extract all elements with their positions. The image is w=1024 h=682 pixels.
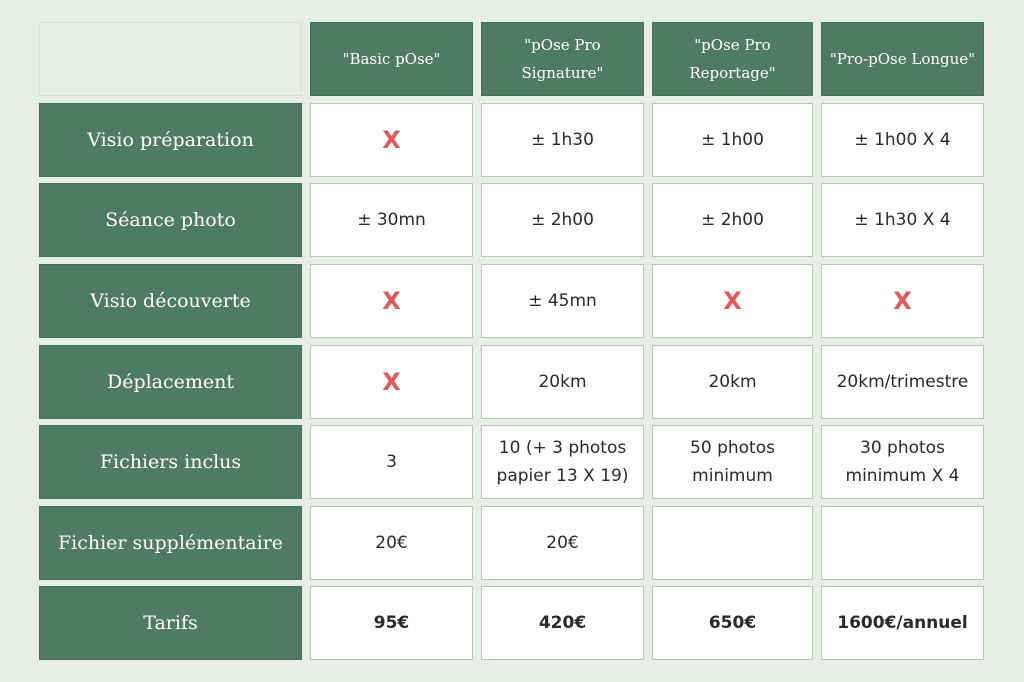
- row-label-visio-decouverte: Visio découverte: [39, 264, 302, 338]
- table-cell: 30 photos minimum X 4: [821, 425, 984, 499]
- table-cell: ± 1h30: [481, 103, 644, 177]
- column-header-pose-pro-signature: "pOse Pro Signature": [481, 22, 644, 96]
- table-cell-empty: [652, 506, 813, 580]
- cross-icon: X: [821, 264, 984, 338]
- row-label-visio-preparation: Visio préparation: [39, 103, 302, 177]
- price-cell: 1600€/annuel: [821, 586, 984, 660]
- row-label-seance-photo: Séance photo: [39, 183, 302, 257]
- table-cell: ± 30mn: [310, 183, 473, 257]
- table-cell: 50 photos minimum: [652, 425, 813, 499]
- table-cell: ± 45mn: [481, 264, 644, 338]
- table-cell: 10 (+ 3 photos papier 13 X 19): [481, 425, 644, 499]
- column-header-pose-pro-reportage: "pOse Pro Reportage": [652, 22, 813, 96]
- price-cell: 95€: [310, 586, 473, 660]
- table-cell: 3: [310, 425, 473, 499]
- table-cell: 20€: [310, 506, 473, 580]
- price-cell: 650€: [652, 586, 813, 660]
- column-header-basic-pose: "Basic pOse": [310, 22, 473, 96]
- table-cell: ± 1h00 X 4: [821, 103, 984, 177]
- table-cell: 20€: [481, 506, 644, 580]
- table-cell: 20km/trimestre: [821, 345, 984, 419]
- row-label-deplacement: Déplacement: [39, 345, 302, 419]
- table-cell: 20km: [481, 345, 644, 419]
- column-header-pro-pose-longue: "Pro-pOse Longue": [821, 22, 984, 96]
- cross-icon: X: [310, 345, 473, 419]
- table-cell: ± 1h30 X 4: [821, 183, 984, 257]
- row-label-fichiers-inclus: Fichiers inclus: [39, 425, 302, 499]
- price-cell: 420€: [481, 586, 644, 660]
- row-label-tarifs: Tarifs: [39, 586, 302, 660]
- table-cell: ± 2h00: [652, 183, 813, 257]
- table-cell: ± 1h00: [652, 103, 813, 177]
- cross-icon: X: [652, 264, 813, 338]
- cross-icon: X: [310, 103, 473, 177]
- row-label-fichier-supplementaire: Fichier supplémentaire: [39, 506, 302, 580]
- table-corner: [39, 22, 302, 96]
- table-cell: ± 2h00: [481, 183, 644, 257]
- table-cell: 20km: [652, 345, 813, 419]
- cross-icon: X: [310, 264, 473, 338]
- table-cell-empty: [821, 506, 984, 580]
